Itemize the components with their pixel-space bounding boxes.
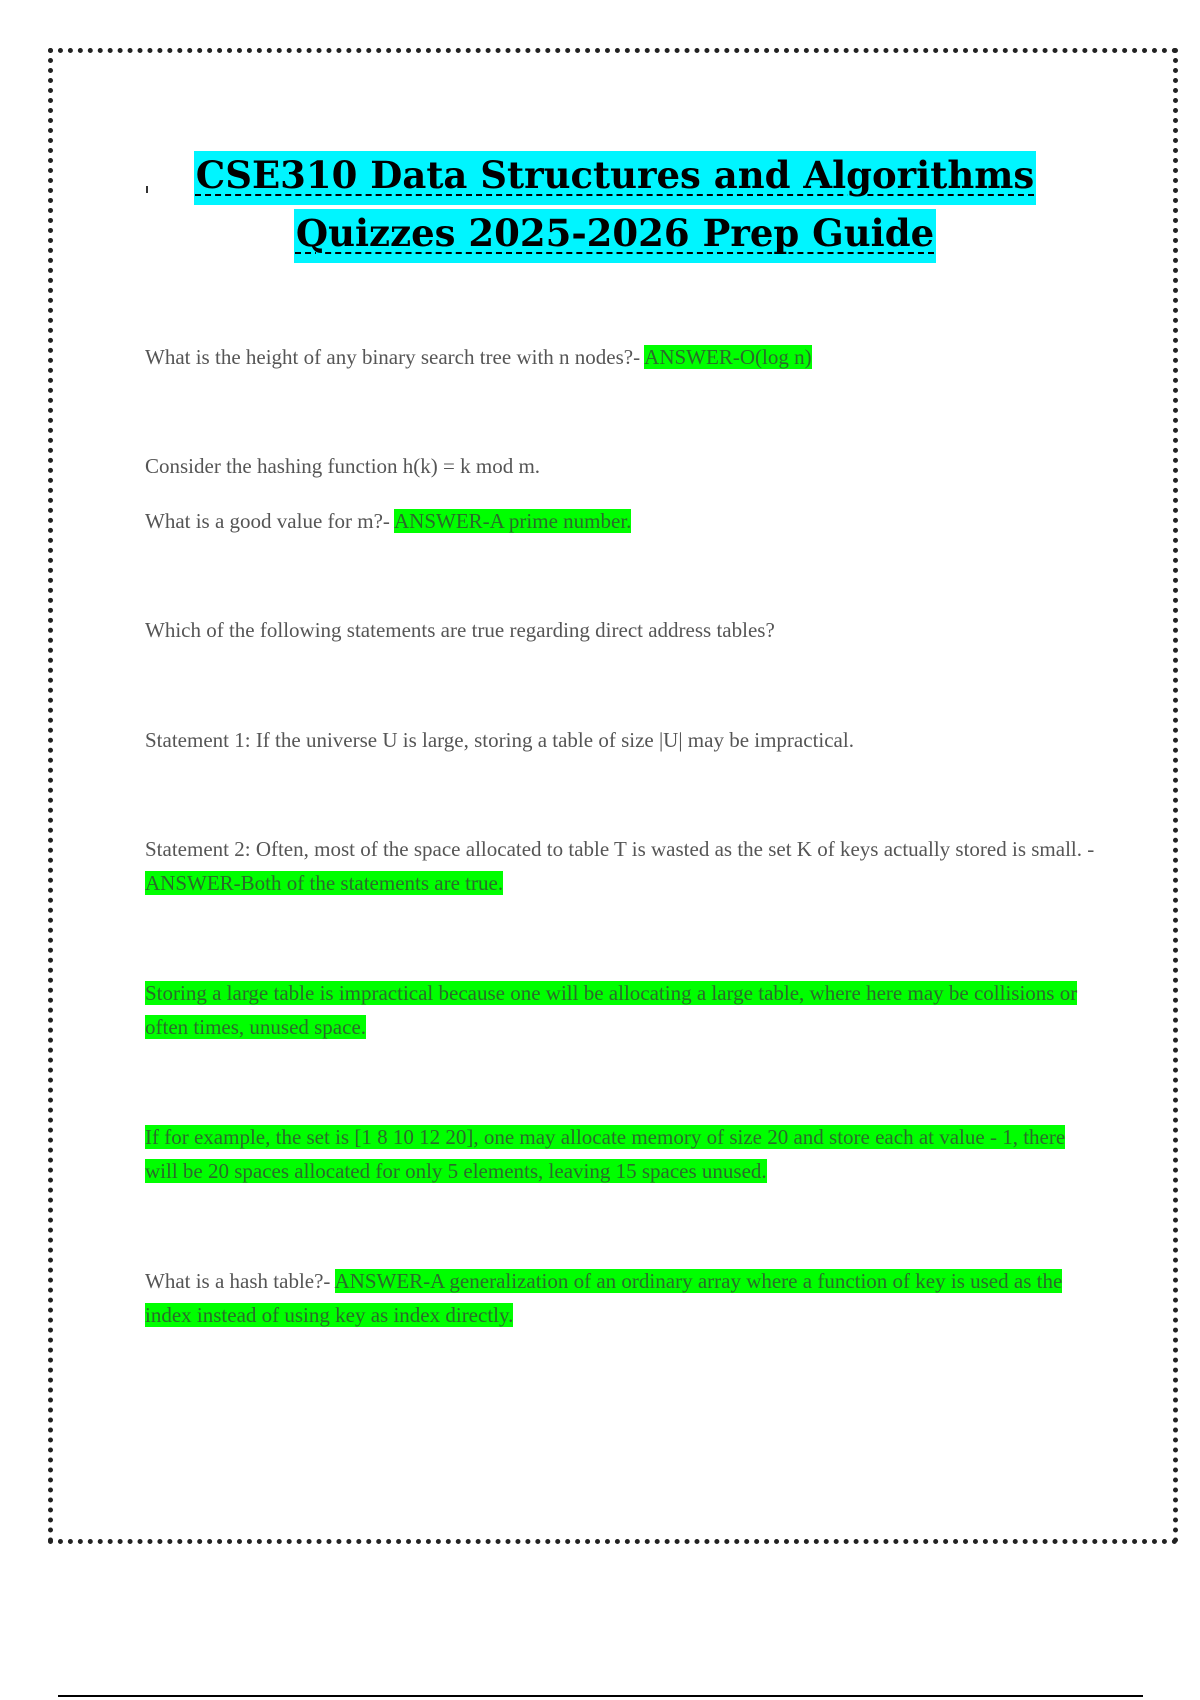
question-text: What is a good value for m?- xyxy=(145,509,395,533)
statement-text: Which of the following statements are true regarding direct address tables? xyxy=(145,618,775,642)
document-title xyxy=(150,146,1080,262)
direct-address-question xyxy=(145,613,1095,647)
qa-item-binary-search-tree xyxy=(145,340,1095,374)
explanation-highlight: Storing a large table is impractical because one will be allocating a large table, where here may be collisions or often times, unused space. xyxy=(145,981,1078,1039)
statement-text: Statement 1: If the universe U is large, storing a table of size |U| may be impractical. xyxy=(145,728,854,752)
explanation-highlight: If for example, the set is [1 8 10 12 20], one may allocate memory of size 20 and store each at value - 1, there will be 20 spaces allocated for only 5 elements, leaving 15 spaces unused. xyxy=(145,1125,1066,1183)
question-text: Statement 2: Often, most of the space allocated to table T is wasted as the set K of keys actually stored is small. - xyxy=(145,837,1095,861)
qa-item-hash-table xyxy=(145,1264,1095,1332)
statement-1 xyxy=(145,723,1095,757)
qa-item-mod-value xyxy=(145,504,1095,538)
title-line-1: CSE310 Data Structures and Algorithms xyxy=(194,151,1036,205)
answer-highlight: ANSWER-A generalization of an ordinary array where a function of key is used as the index instead of using key as index directly. xyxy=(145,1269,1063,1327)
explanation-paragraph-1 xyxy=(145,976,1095,1044)
title-line-2: Quizzes 2025-2026 Prep Guide xyxy=(294,209,936,263)
question-text: What is the height of any binary search tree with n nodes?- xyxy=(145,345,645,369)
answer-highlight: ANSWER-Both of the statements are true. xyxy=(145,871,504,895)
answer-highlight: ANSWER-O(log n) xyxy=(644,345,812,369)
answer-highlight: ANSWER-A prime number. xyxy=(394,509,632,533)
hashing-function-text xyxy=(145,449,1095,483)
footer-rule xyxy=(58,1695,1143,1697)
qa-item-statement-2 xyxy=(145,832,1095,900)
statement-text: Consider the hashing function h(k) = k mod m. xyxy=(145,454,541,478)
question-text: What is a hash table?- xyxy=(145,1269,335,1293)
stray-mark xyxy=(146,186,148,193)
explanation-paragraph-2 xyxy=(145,1120,1095,1188)
